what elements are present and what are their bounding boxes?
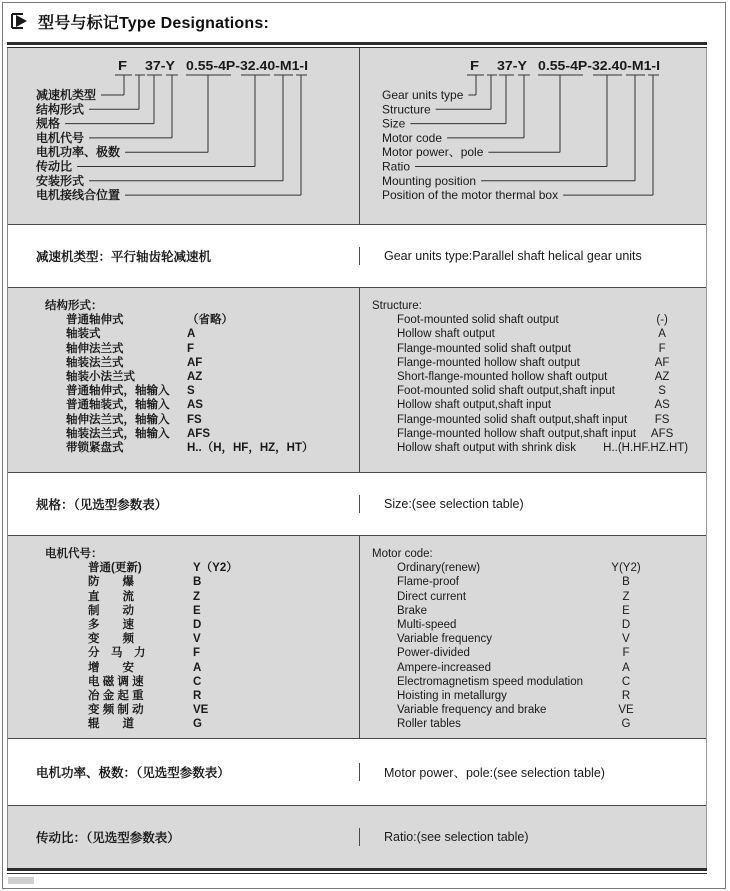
diagram-label: 电机接线合位置 <box>36 188 121 203</box>
item-code: Y（Y2） <box>193 562 238 575</box>
gear-type-en: Gear units type:Parallel shaft helical gear units <box>384 249 642 263</box>
model-code-part: F <box>118 58 128 73</box>
list-item <box>66 342 353 356</box>
item-code: D <box>621 619 631 632</box>
structure-list-en <box>372 313 698 455</box>
item-name: Ampere-increased <box>397 661 491 674</box>
diagram-label: 传动比 <box>36 159 73 174</box>
item-name: 制 动 <box>88 604 134 617</box>
list-item <box>66 313 353 327</box>
item-code: F <box>622 647 630 660</box>
item-name: 普通轴装式，轴输入 <box>66 399 170 412</box>
list-item <box>397 427 698 441</box>
item-name: Variable frequency and brake <box>397 704 547 717</box>
item-code: Y(Y2) <box>611 562 641 575</box>
structure-title-en: Structure: <box>372 300 422 312</box>
item-name: Foot-mounted solid shaft output <box>397 314 559 327</box>
item-code: H..（H，HF，HZ，HT） <box>187 442 314 455</box>
item-code: C <box>193 675 202 688</box>
item-code: B <box>622 576 630 589</box>
item-name: 普通轴伸式，轴输入 <box>66 385 170 398</box>
list-item <box>66 413 353 427</box>
item-code: AZ <box>187 371 203 384</box>
motor-code-title-zh: 电机代号： <box>45 548 103 560</box>
list-item <box>88 661 353 675</box>
item-code: AFS <box>650 427 674 440</box>
item-name: 变 频 <box>88 633 134 646</box>
motor-power-zh: 电机功率、极数：（见选型参数表） <box>36 766 230 780</box>
list-item <box>88 618 353 632</box>
list-item <box>66 427 353 441</box>
row-gear-type <box>8 224 706 287</box>
item-name: Variable frequency <box>397 633 493 646</box>
code-diagram-zh <box>8 48 360 224</box>
motor-code-list-en <box>372 561 698 731</box>
item-code: A <box>187 328 196 341</box>
list-item <box>66 327 353 341</box>
item-code: FS <box>187 413 202 426</box>
page-footer-stub <box>8 877 34 884</box>
item-name: 普通(更新) <box>88 562 142 575</box>
item-code: H..(H.HF.HZ.HT) <box>603 442 689 455</box>
list-item <box>397 717 698 731</box>
diagram-label: Gear units type <box>382 88 464 102</box>
item-code: G <box>193 718 202 731</box>
table-bottom-rule-thin <box>7 873 707 874</box>
list-item <box>397 370 698 384</box>
diagram-label: Structure <box>382 102 431 117</box>
row-size <box>8 472 706 535</box>
item-code: (-) <box>656 314 668 327</box>
item-code: C <box>621 675 631 688</box>
model-code-part: 0.55-4P-32.40-M1-I <box>538 58 660 73</box>
diagram-label: Position of the motor thermal box <box>382 188 559 203</box>
item-name: Multi-speed <box>397 619 457 632</box>
item-code: E <box>193 604 201 617</box>
item-name: 防 爆 <box>88 576 134 589</box>
item-code: A <box>658 328 666 341</box>
diagram-label: 电机功率、极数 <box>36 145 121 160</box>
item-name: 普通轴伸式 <box>66 314 124 327</box>
item-code: S <box>187 385 195 398</box>
diagram-label: 规格 <box>36 116 61 131</box>
size-en: Size:(see selection table) <box>384 497 524 511</box>
diagram-label: Ratio <box>382 159 411 174</box>
list-item <box>397 313 698 327</box>
model-code-part: 37-Y <box>145 58 176 73</box>
list-item <box>397 398 698 412</box>
list-item <box>397 561 698 575</box>
list-item <box>66 370 353 384</box>
list-item <box>88 632 353 646</box>
list-item <box>397 356 698 370</box>
motor-code-list-zh <box>45 561 353 731</box>
item-code: AS <box>654 399 670 412</box>
item-code: FS <box>654 413 670 426</box>
title-bar <box>0 0 730 42</box>
item-name: 多 速 <box>88 619 134 632</box>
motor-power-en: Motor power、pole:(see selection table) <box>384 766 605 780</box>
list-item <box>88 590 353 604</box>
item-name: Flange-mounted solid shaft output,shaft input <box>397 413 628 426</box>
item-name: 增 安 <box>88 661 134 674</box>
item-name: Hoisting in metallurgy <box>397 690 507 703</box>
item-name: Flange-mounted hollow shaft output,shaft input <box>397 427 637 440</box>
item-name: Hollow shaft output with shrink disk <box>397 442 576 455</box>
diagram-cell-en <box>360 48 706 224</box>
item-code: R <box>621 690 631 703</box>
item-code: Z <box>193 590 201 603</box>
item-name: 冶 金 起 重 <box>88 690 144 703</box>
diagram-label: 结构形式 <box>36 102 85 117</box>
list-item <box>397 342 698 356</box>
item-code: S <box>658 385 666 398</box>
list-item <box>66 398 353 412</box>
item-code: AFS <box>187 427 210 440</box>
item-name: 轴伸法兰式，轴输入 <box>66 413 170 426</box>
list-item <box>397 689 698 703</box>
item-code: E <box>622 604 630 617</box>
size-zh: 规格：（见选型参数表） <box>36 498 168 512</box>
item-name: Direct current <box>397 590 467 603</box>
list-item <box>88 604 353 618</box>
item-code: AF <box>654 356 670 369</box>
item-code: D <box>193 619 202 632</box>
diagram-label: 减速机类型 <box>36 88 97 102</box>
list-item <box>88 646 353 660</box>
item-code: A <box>193 661 202 674</box>
list-item <box>66 441 353 455</box>
model-code-part: 0.55-4P-32.40-M1-I <box>186 58 308 73</box>
item-code: V <box>622 633 630 646</box>
table-top-rule-thick <box>7 42 707 45</box>
list-item <box>88 675 353 689</box>
row-motor-power <box>8 738 706 805</box>
item-name: Roller tables <box>397 718 461 731</box>
item-code: F <box>193 647 201 660</box>
item-name: Electromagnetism speed modulation <box>397 675 584 688</box>
model-code-part: F <box>470 58 480 73</box>
list-item <box>397 703 698 717</box>
diagram-label: 电机代号 <box>36 130 85 145</box>
item-name: Short-flange-mounted hollow shaft output <box>397 371 608 384</box>
page-title: 型号与标记Type Designations: <box>38 14 269 32</box>
list-item <box>397 675 698 689</box>
item-code: AS <box>187 399 203 412</box>
motor-code-title-en: Motor code: <box>372 548 433 560</box>
structure-title-zh: 结构形式： <box>45 300 103 312</box>
item-name: 轴装法兰式，轴输入 <box>66 427 170 440</box>
diagram-label: Mounting position <box>382 173 477 188</box>
list-item <box>397 632 698 646</box>
row-structure <box>8 287 706 472</box>
item-name: 变 频 制 动 <box>88 704 144 717</box>
item-name: Flame-proof <box>397 576 459 589</box>
item-name: 电 磁 调 速 <box>88 675 144 688</box>
list-item <box>397 575 698 589</box>
item-name: Foot-mounted solid shaft output,shaft input <box>397 385 615 398</box>
item-name: Ordinary(renew) <box>397 562 481 575</box>
section-marker-icon <box>11 13 29 29</box>
item-code: V <box>193 633 201 646</box>
list-item <box>397 441 698 455</box>
ratio-en: Ratio:(see selection table) <box>384 830 529 844</box>
list-item <box>88 689 353 703</box>
item-name: Hollow shaft output <box>397 328 495 341</box>
item-name: 轴装式 <box>66 328 101 341</box>
list-item <box>88 575 353 589</box>
list-item <box>397 413 698 427</box>
item-code: F <box>187 342 195 355</box>
diagram-label: 安装形式 <box>36 173 85 188</box>
item-name: 轴装小法兰式 <box>66 371 135 384</box>
item-name: 轴伸法兰式 <box>66 342 124 355</box>
ratio-zh: 传动比：（见选型参数表） <box>36 831 180 845</box>
item-code: R <box>193 690 202 703</box>
item-code: Z <box>622 590 630 603</box>
item-name: 辊 道 <box>88 718 134 731</box>
list-item <box>66 384 353 398</box>
row-motor-code <box>8 535 706 738</box>
list-item <box>397 661 698 675</box>
diagram-label: Size <box>382 116 406 131</box>
structure-list-zh <box>45 313 353 455</box>
table-bottom-rule-thick <box>7 868 707 871</box>
item-name: Flange-mounted solid shaft output <box>397 342 571 355</box>
list-item <box>88 561 353 575</box>
item-code: AZ <box>654 371 670 384</box>
item-name: 分 马 力 <box>88 647 146 660</box>
item-code: F <box>658 342 666 355</box>
item-code: VE <box>618 704 634 717</box>
model-code-part: 37-Y <box>497 58 528 73</box>
item-name: Hollow shaft output,shaft input <box>397 399 552 412</box>
gear-type-zh: 减速机类型：平行轴齿轮减速机 <box>36 250 212 264</box>
row-code-diagram <box>8 48 706 224</box>
item-code: AF <box>187 356 203 369</box>
diagram-label: Motor code <box>382 130 443 145</box>
item-code: B <box>193 576 202 589</box>
item-name: Brake <box>397 604 428 617</box>
item-name: 直 流 <box>88 590 134 603</box>
list-item <box>66 356 353 370</box>
item-code: G <box>621 718 631 731</box>
item-name: Power-divided <box>397 647 470 660</box>
list-item <box>397 590 698 604</box>
list-item <box>397 646 698 660</box>
code-diagram-en <box>360 48 706 224</box>
list-item <box>88 717 353 731</box>
item-name: 轴装法兰式 <box>66 356 124 369</box>
list-item <box>397 327 698 341</box>
item-name: Flange-mounted hollow shaft output <box>397 356 580 369</box>
row-ratio <box>8 805 706 868</box>
diagram-cell-zh <box>8 48 360 224</box>
item-code: （省略） <box>187 314 233 327</box>
item-code: A <box>622 661 630 674</box>
item-code: VE <box>193 704 209 717</box>
diagram-label: Motor power、pole <box>382 145 484 160</box>
list-item <box>397 618 698 632</box>
list-item <box>397 384 698 398</box>
list-item <box>88 703 353 717</box>
list-item <box>397 604 698 618</box>
designation-table <box>7 42 707 874</box>
item-name: 带锁紧盘式 <box>66 442 124 455</box>
